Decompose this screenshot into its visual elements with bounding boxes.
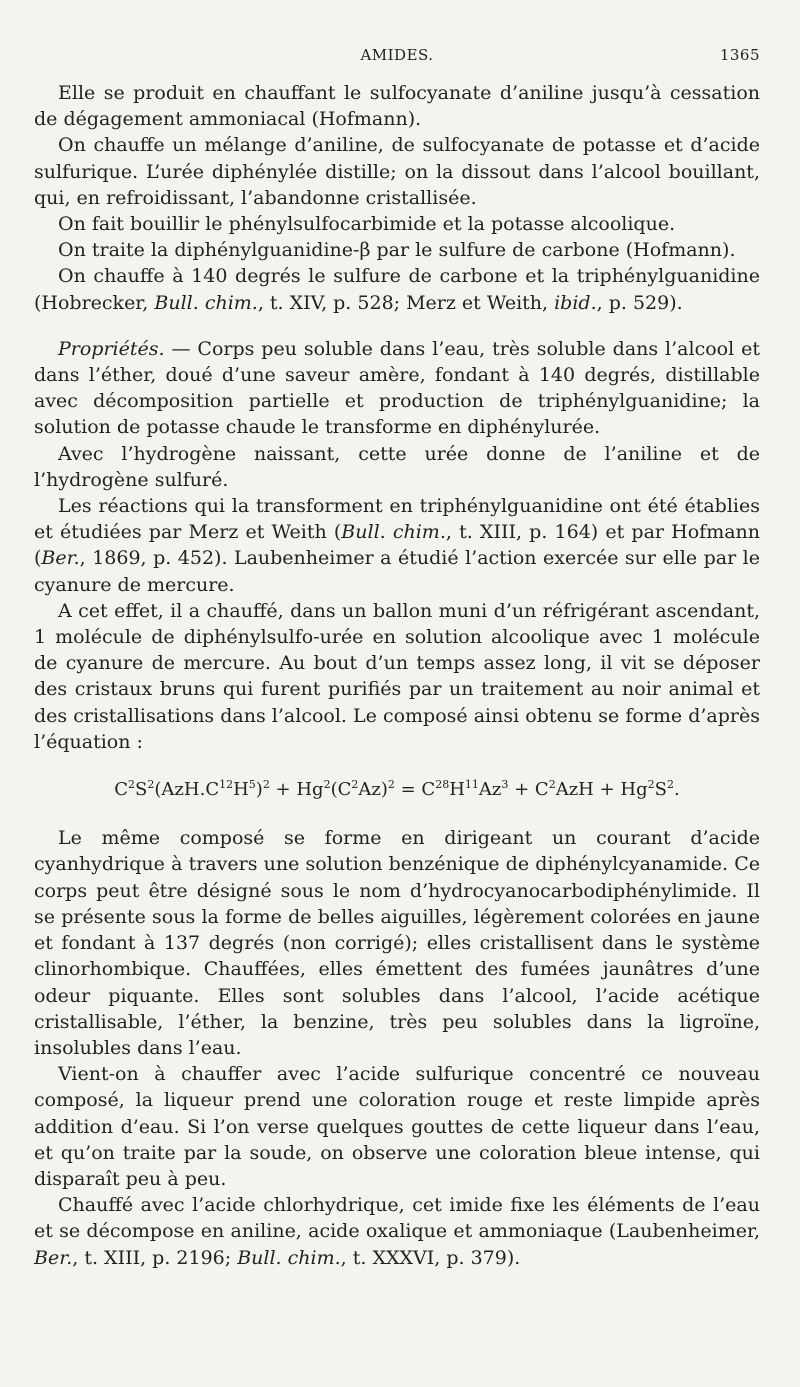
journal-citation: Bull. chim. [154, 291, 258, 314]
citation-text: , p. 529). [596, 291, 683, 314]
paragraph [34, 493, 760, 598]
citation-text: , 1869, p. 452). Laubenheimer a étudié l’action exercée sur elle par le cyanure de mercure. [34, 547, 760, 596]
paragraph: A cet effet, il a chauffé, dans un ballon muni d’un réfrigérant ascendant, 1 molécule de diphénylsulfo-urée en solution alcoolique avec 1 molécule de cyanure de mercure. Au bout d’un temps assez long, il vit se déposer des cristaux bruns qui furent purifiés par un traitement au noir animal et des cristallisations dans l’alcool. Le composé ainsi obtenu se forme d’après l’équation : [34, 599, 760, 753]
journal-citation: Ber. [41, 547, 80, 570]
citation-text: , t. XIII, p. 2196; [72, 1246, 238, 1269]
paragraph-text: Les réactions qui la transforment en triphénylguanidine ont été établies et étudiées par Merz et Weith ( [34, 495, 760, 544]
journal-citation: Bull. chim. [341, 521, 446, 544]
citation-text: , t. XXXVI, p. 379). [340, 1246, 521, 1269]
citation-text: , t. XIII, p. 164) et par Hofmann ( [34, 521, 761, 570]
paragraph [34, 263, 760, 315]
paragraph: Elle se produit en chauffant le sulfocyanate d’aniline jusqu’à cessation de dégagement ammoniacal (Hofmann). [34, 82, 760, 131]
paragraph [34, 336, 760, 441]
paragraph-text: On chauffe à 140 degrés le sulfure de carbone et la triphénylguanidine (Hobrecker, [34, 265, 760, 314]
journal-citation: Bull. chim. [237, 1246, 341, 1269]
section-heading-proprietes: Propriétés. [58, 337, 165, 360]
running-head: AMIDES. [360, 46, 434, 64]
citation-text: , t. XIV, p. 528; Merz et Weith, [257, 291, 555, 314]
paragraph [34, 1192, 760, 1271]
journal-citation: Ber. [34, 1246, 73, 1269]
paragraph: On traite la diphénylguanidine-β par le sulfure de carbone (Hofmann). [58, 239, 736, 262]
paragraph: Le même composé se forme en dirigeant un courant d’acide cyanhydrique à travers une solution benzénique de diphénylcyanamide. Ce corps peut être désigné sous le nom d’hydrocyanocarbodiphénylimide. Il se présente sous la forme de belles aiguilles, légèrement colorées en jaune et fondant à 137 degrés (non corrigé); elles cristallisent dans le système clinorhombique. Chauffées, elles émettent des fumées jaunâtres d’une odeur piquante. Elles sont solubles dans l’alcool, l’acide acétique cristallisable, l’éther, la benzine, très peu solubles dans la ligroïne, insolubles dans l’eau. [34, 827, 760, 1059]
paragraph-text: Chauffé avec l’acide chlorhydrique, cet imide fixe les éléments de l’eau et se décompose en aniline, acide oxalique et ammoniaque (Laubenheimer, [34, 1194, 760, 1243]
chemical-equation: $C^2S^2(AzH.C^{12}H^5)^2 + Hg^2(C^2Az)^2 = C^{28}H^{11}Az^3 + C^2AzH + Hg^2S^2$. [114, 778, 680, 801]
page-number: 1365 [719, 46, 760, 64]
ibid-citation: ibid. [554, 291, 597, 314]
heading-dash: — [164, 337, 198, 360]
page-header [34, 46, 760, 70]
paragraph: Vient-on à chauffer avec l’acide sulfurique concentré ce nouveau composé, la liqueur prend une coloration rouge et reste limpide après addition d’eau. Si l’on verse quelques gouttes de cette liqueur dans l’eau, et qu’on traite par la soude, on observe une coloration bleue intense, qui disparaît peu à peu. [34, 1063, 760, 1190]
paragraph: Avec l’hydrogène naissant, cette urée donne de l’aniline et de l’hydrogène sulfuré. [34, 442, 760, 491]
page-body [34, 80, 760, 1271]
paragraph: On fait bouillir le phénylsulfocarbimide et la potasse alcoolique. [58, 213, 676, 236]
paragraph: On chauffe un mélange d’aniline, de sulfocyanate de potasse et d’acide sulfurique. L’urée diphénylée distille; on la dissout dans l’alcool bouillant, qui, en refroidissant, l’abandonne cristallisée. [34, 134, 760, 209]
paragraph-text: Corps peu soluble dans l’eau, très soluble dans l’alcool et dans l’éther, doué d’une saveur amère, fondant à 140 degrés, distillable avec décomposition partielle et production de triphénylguanidine; la solution de potasse chaude le transforme en diphénylurée. [34, 337, 760, 439]
